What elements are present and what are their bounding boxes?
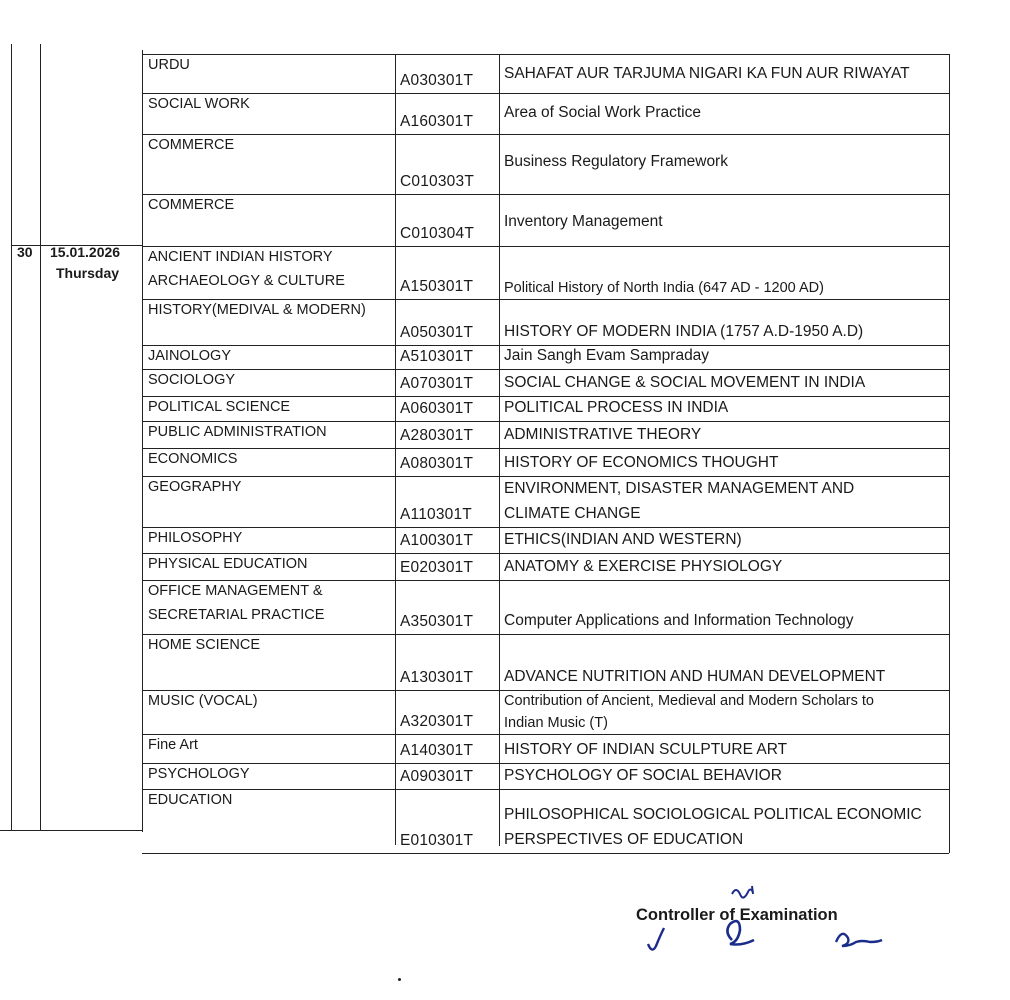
paper-title: Business Regulatory Framework [504,153,728,170]
row-line [142,421,949,422]
subject-name: ANCIENT INDIAN HISTORY [148,249,333,265]
subject-name: ARCHAEOLOGY & CULTURE [148,273,345,289]
paper-code: A110301T [400,506,472,523]
paper-title: ENVIRONMENT, DISASTER MANAGEMENT AND [504,480,855,497]
subject-name: ECONOMICS [148,451,238,467]
exam-date: 15.01.2026 [50,244,121,260]
subject-name: PHYSICAL EDUCATION [148,556,308,572]
paper-title: Contribution of Ancient, Medieval and Modern Scholars to [504,693,874,709]
paper-title: ANATOMY & EXERCISE PHYSIOLOGY [504,558,783,575]
row-line [142,299,949,300]
paper-code: A070301T [400,375,474,392]
paper-code: A350301T [400,613,474,630]
subject-name: Fine Art [148,737,198,753]
row-line [142,634,949,635]
paper-title: PERSPECTIVES OF EDUCATION [504,831,744,848]
table-border-left [11,44,12,830]
signature-scribbles [640,880,900,980]
row-line [142,246,949,247]
paper-code: C010304T [400,225,474,242]
subject-name: SOCIAL WORK [148,96,250,112]
paper-code: E020301T [400,559,474,576]
paper-title: HISTORY OF INDIAN SCULPTURE ART [504,741,788,758]
paper-title: PSYCHOLOGY OF SOCIAL BEHAVIOR [504,767,782,784]
subject-name: URDU [148,57,190,73]
subject-name: GEOGRAPHY [148,479,242,495]
table-border-date [142,50,143,832]
paper-code: A100301T [400,532,474,549]
row-line [142,194,949,195]
paper-title: POLITICAL PROCESS IN INDIA [504,399,729,416]
exam-day: Thursday [56,265,120,281]
paper-title: Indian Music (T) [504,715,608,731]
row-line [142,134,949,135]
row-line [142,690,949,691]
paper-code: A080301T [400,455,474,472]
subject-name: HOME SCIENCE [148,637,260,653]
subject-name: HISTORY(MEDIVAL & MODERN) [148,302,366,318]
paper-title: HISTORY OF ECONOMICS THOUGHT [504,454,779,471]
paper-code: A130301T [400,669,474,686]
subject-name: PHILOSOPHY [148,530,243,546]
controller-of-examination-label: Controller of Examination [636,906,838,924]
table-border-subject [395,54,396,845]
table-border-serial [40,44,41,830]
subject-name: JAINOLOGY [148,348,231,364]
serial-number: 30 [17,244,33,260]
subject-name: SECRETARIAL PRACTICE [148,607,325,623]
row-line-top [142,54,949,55]
row-line [142,553,949,554]
subject-name: EDUCATION [148,792,233,808]
subject-name: PUBLIC ADMINISTRATION [148,424,327,440]
row-line [142,527,949,528]
subject-name: SOCIOLOGY [148,372,236,388]
paper-title: SAHAFAT AUR TARJUMA NIGARI KA FUN AUR RIWAYAT [504,65,910,82]
paper-title: CLIMATE CHANGE [504,505,641,522]
paper-title: Inventory Management [504,213,663,230]
paper-code: E010301T [400,832,474,849]
paper-code: A050301T [400,324,474,341]
row-line [142,476,949,477]
date-block-bottom-line [0,830,142,831]
table-border-right [949,54,950,853]
row-line [142,763,949,764]
paper-code: A160301T [400,113,474,130]
subject-name: PSYCHOLOGY [148,766,250,782]
row-line-bottom [142,853,949,854]
paper-title: SOCIAL CHANGE & SOCIAL MOVEMENT IN INDIA [504,374,866,391]
paper-title: PHILOSOPHICAL SOCIOLOGICAL POLITICAL ECONOMIC [504,806,922,823]
row-line [142,396,949,397]
paper-code: A320301T [400,713,474,730]
paper-title: HISTORY OF MODERN INDIA (1757 A.D-1950 A.D) [504,323,864,340]
row-line [142,789,949,790]
paper-code: A280301T [400,427,474,444]
paper-title: ADMINISTRATIVE THEORY [504,426,702,443]
row-line [142,734,949,735]
row-line [142,93,949,94]
paper-title: ADVANCE NUTRITION AND HUMAN DEVELOPMENT [504,668,886,685]
paper-code: A140301T [400,742,474,759]
row-line [142,580,949,581]
paper-code: A090301T [400,768,474,785]
paper-code: A510301T [400,348,474,365]
paper-code: A030301T [400,72,474,89]
subject-name: COMMERCE [148,137,235,153]
paper-code: A150301T [400,278,474,295]
paper-title: Area of Social Work Practice [504,104,701,121]
paper-code: C010303T [400,173,474,190]
table-border-code [499,54,500,846]
row-line [142,448,949,449]
paper-title: Computer Applications and Information Technology [504,612,854,629]
subject-name: OFFICE MANAGEMENT & [148,583,323,599]
paper-title: Jain Sangh Evam Sampraday [504,347,710,364]
subject-name: MUSIC (VOCAL) [148,693,258,709]
paper-code: A060301T [400,400,474,417]
paper-title: Political History of North India (647 AD - 1200 AD) [504,280,824,296]
paper-title: ETHICS(INDIAN AND WESTERN) [504,531,742,548]
subject-name: POLITICAL SCIENCE [148,399,291,415]
stray-dot [398,978,401,981]
row-line [142,369,949,370]
subject-name: COMMERCE [148,197,235,213]
